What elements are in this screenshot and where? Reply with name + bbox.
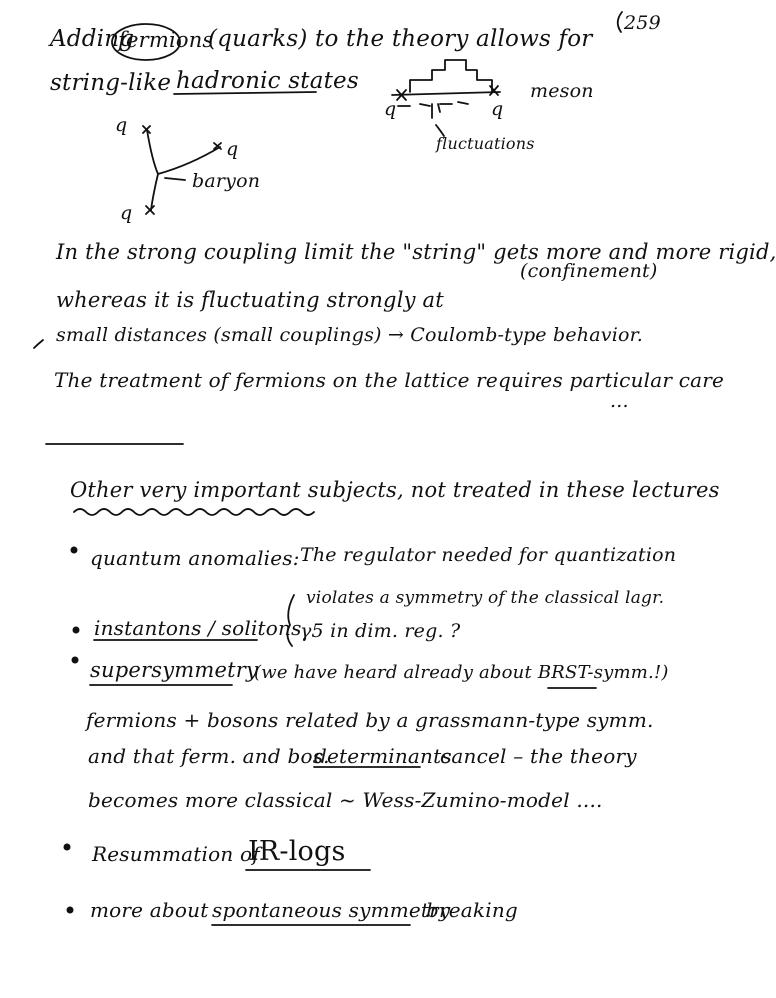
intro-hadronic-states: hadronic states xyxy=(176,68,359,94)
para-line-3: whereas it is fluctuating strongly at xyxy=(56,288,444,312)
bullet-5 xyxy=(67,907,74,914)
other-heading: Other very important subjects, not treated in these lectures xyxy=(70,478,720,502)
breaking-word: breaking xyxy=(426,898,518,922)
determinants-word: determinants xyxy=(314,744,452,768)
supersymmetry-line-3-pre: and that ferm. and bos. xyxy=(88,744,330,768)
bullet-3 xyxy=(72,657,79,664)
meson-q-right: q xyxy=(491,98,504,120)
para-line-4: small distances (small couplings) → Coulomb-type behavior. xyxy=(56,324,644,346)
resummation-text: Resummation of xyxy=(92,842,260,866)
para-confinement: (confinement) xyxy=(520,260,658,282)
bullet-2 xyxy=(73,627,80,634)
intro-string-like: string-like xyxy=(50,70,172,96)
meson-q-left: q xyxy=(384,98,397,120)
page-number-bracket xyxy=(618,12,622,32)
supersymmetry-line-3-post: cancel – the theory xyxy=(440,744,637,768)
baryon-label: baryon xyxy=(192,170,261,192)
ir-logs: IR-logs xyxy=(248,836,346,867)
para-line-5: The treatment of fermions on the lattice requires particular care xyxy=(54,368,725,392)
baryon-q-top: q xyxy=(115,114,128,136)
gamma5-text: γ5 in dim. reg. ? xyxy=(300,620,461,642)
bullet-1 xyxy=(71,547,78,554)
para-line-1: In the strong coupling limit the "string" gets more and more rigid, xyxy=(56,240,776,264)
page-number: 259 xyxy=(624,12,661,34)
more-about-text: more about xyxy=(90,898,209,922)
supersymmetry-line-4: becomes more classical ~ Wess-Zumino-model .... xyxy=(88,788,603,812)
fluctuations-label: fluctuations xyxy=(436,134,535,153)
meson-label: meson xyxy=(530,80,594,102)
supersymmetry-label: supersymmetry xyxy=(90,658,259,682)
supersymmetry-text: (we have heard already about BRST-symm.!) xyxy=(254,662,669,683)
spontaneous-symmetry: spontaneous symmetry xyxy=(212,898,451,922)
intro-quarks: (quarks) to the theory allows for xyxy=(208,26,593,52)
heading-wave xyxy=(74,509,314,515)
meson-diagram xyxy=(392,60,500,136)
para-ellipsis: ... xyxy=(610,390,629,412)
margin-mark xyxy=(34,340,43,348)
instantons-label: instantons / solitons xyxy=(94,616,302,640)
baryon-q-right: q xyxy=(226,138,239,160)
intro-adding: Adding xyxy=(50,26,135,52)
anomalies-text: The regulator needed for quantization xyxy=(300,544,677,566)
intro-fermions: fermions xyxy=(118,28,214,52)
bullet-4 xyxy=(64,844,71,851)
supersymmetry-line-2: fermions + bosons related by a grassmann-type symm. xyxy=(86,708,654,732)
anomalies-text-2: violates a symmetry of the classical lagr. xyxy=(306,588,665,608)
baryon-q-bottom: q xyxy=(120,202,133,224)
anomalies-label: quantum anomalies: xyxy=(90,546,300,570)
